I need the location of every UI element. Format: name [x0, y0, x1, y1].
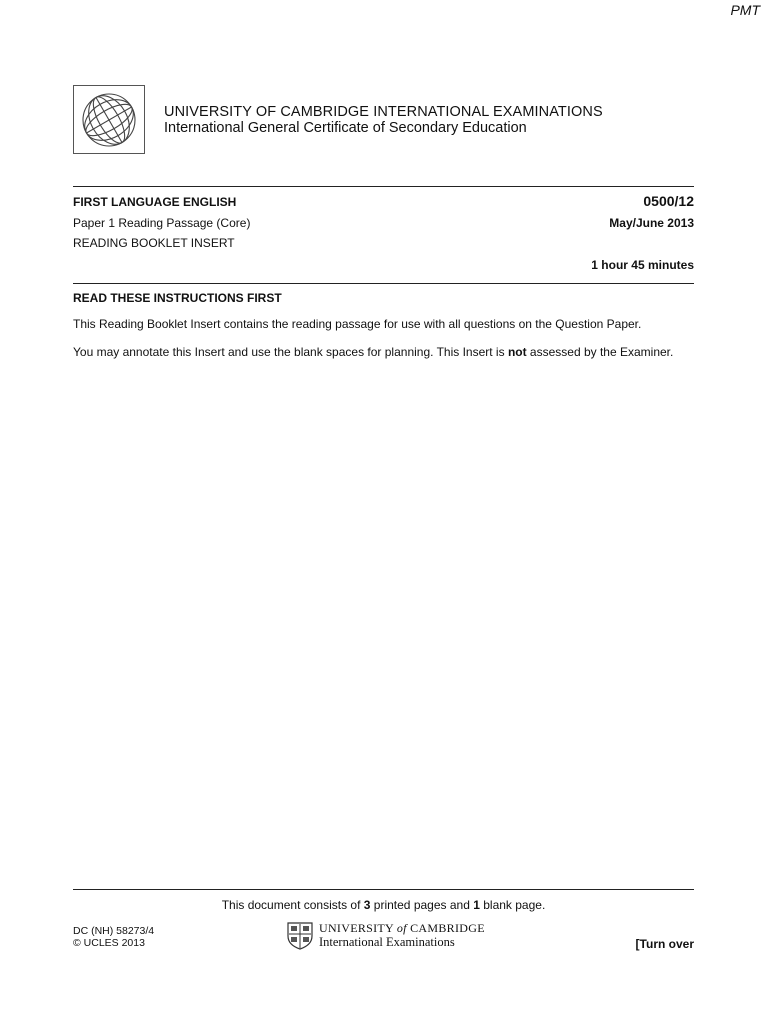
instruction-text: [73, 345, 694, 360]
note-text: blank page.: [479, 898, 546, 912]
certificate-name: International General Certificate of Secondary Education: [164, 120, 527, 136]
cambridge-logo-line1: [319, 921, 485, 936]
subject: FIRST LANGUAGE ENGLISH: [73, 195, 237, 209]
instruction-text-part: assessed by the Examiner.: [526, 345, 674, 359]
logo-word: of: [396, 921, 407, 935]
duration: 1 hour 45 minutes: [591, 258, 694, 272]
document-reference: DC (NH) 58273/4: [73, 925, 155, 937]
divider: [73, 186, 694, 187]
globe-logo: [73, 85, 145, 154]
turn-over: [Turn over: [635, 937, 694, 951]
note-text: printed pages and: [370, 898, 474, 912]
logo-word: UNIVERSITY: [319, 921, 394, 935]
session: May/June 2013: [609, 216, 694, 230]
divider: [73, 283, 694, 284]
blank-page-count: 1: [473, 898, 480, 912]
instruction-text: This Reading Booklet Insert contains the reading passage for use with all questions on the Question Paper.: [73, 317, 642, 331]
page-count-note: [73, 898, 694, 912]
emphasis-text: not: [507, 345, 527, 359]
cambridge-logo-line2: International Examinations: [319, 935, 455, 949]
paper-code: 0500/12: [643, 193, 694, 209]
globe-icon: [80, 91, 138, 149]
copyright: © UCLES 2013: [73, 937, 145, 949]
crest-icon: [287, 922, 313, 950]
org-name: UNIVERSITY OF CAMBRIDGE INTERNATIONAL EXAMINATIONS: [164, 104, 603, 120]
cambridge-crest: [287, 922, 313, 955]
booklet-type: READING BOOKLET INSERT: [73, 236, 235, 250]
instructions-heading: READ THESE INSTRUCTIONS FIRST: [73, 291, 282, 305]
logo-word: CAMBRIDGE: [410, 921, 485, 935]
paper-title: Paper 1 Reading Passage (Core): [73, 216, 251, 230]
instruction-text-part: You may annotate this Insert and use the blank spaces for planning. This Insert is: [73, 345, 508, 359]
note-text: This document consists of: [221, 898, 364, 912]
divider: [73, 889, 694, 890]
printed-page-count: 3: [363, 898, 371, 912]
corner-mark: PMT: [730, 2, 760, 18]
